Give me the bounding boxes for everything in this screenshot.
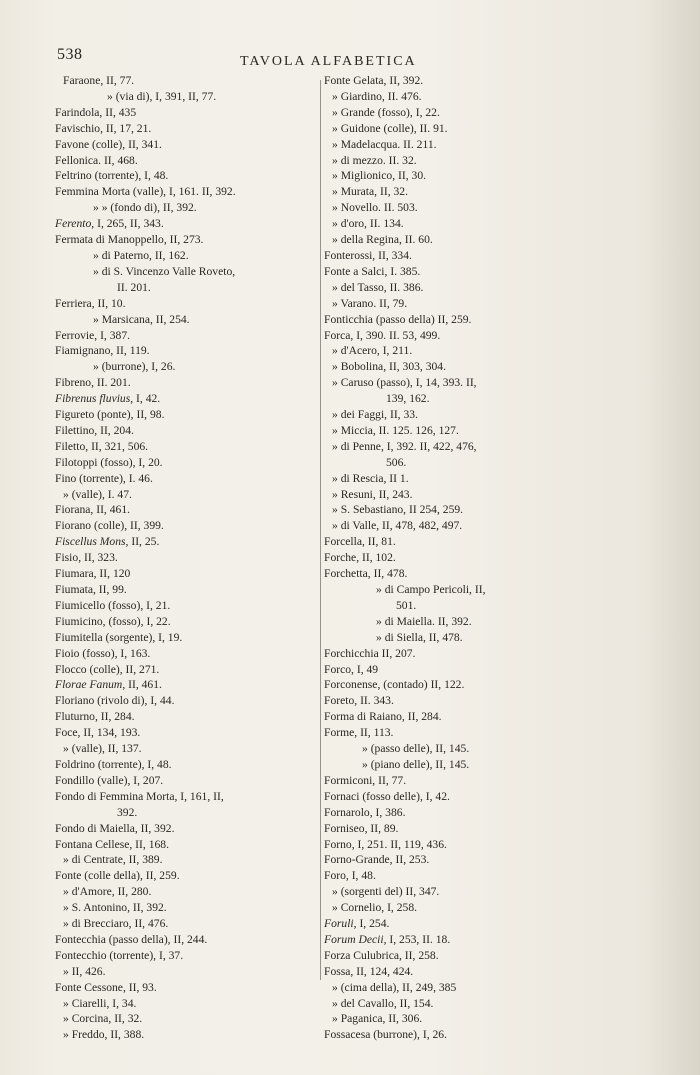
index-entry: » di S. Vincenzo Valle Roveto,: [93, 264, 236, 278]
index-entry: Forchetta, II, 478.: [324, 567, 408, 581]
index-entry: » di Rescia, II 1.: [332, 471, 409, 485]
index-entry: Fiumicello (fosso), I, 21.: [55, 598, 171, 612]
index-entry: » II, 426.: [63, 964, 106, 978]
index-entry: Fornaci (fosso delle), I, 42.: [324, 789, 450, 803]
index-entry: » d'Amore, II, 280.: [63, 885, 152, 899]
index-entry: II. 201.: [117, 280, 151, 294]
index-entry: Fontecchia (passo della), II, 244.: [55, 932, 208, 946]
index-entry: Filotoppi (fosso), I, 20.: [55, 455, 163, 469]
index-entry: Forma di Raiano, II, 284.: [324, 710, 442, 724]
index-entry: Fontana Cellese, II, 168.: [55, 837, 169, 851]
index-entry: Farindola, II, 435: [55, 105, 137, 119]
index-entry: Forniseo, II, 89.: [324, 821, 399, 835]
index-entry: 506.: [386, 455, 407, 469]
index-entry: » della Regina, II. 60.: [332, 233, 433, 247]
index-entry: Floriano (rivolo di), I, 44.: [55, 694, 175, 708]
index-entry: Ferrovie, I, 387.: [55, 328, 131, 342]
index-entry: Fiorana, II, 461.: [55, 503, 131, 517]
index-entry: » (valle), II, 137.: [63, 742, 142, 756]
index-entry: Formiconi, II, 77.: [324, 773, 407, 787]
index-entry: » di Brecciaro, II, 476.: [63, 917, 169, 931]
index-entry: 501.: [396, 598, 417, 612]
index-entry: Forno-Grande, II, 253.: [324, 853, 430, 867]
index-entry: » Grande (fosso), I, 22.: [332, 105, 440, 119]
index-entry: » del Cavallo, II, 154.: [332, 996, 434, 1010]
page-number: 538: [57, 46, 83, 63]
index-entry: Forchicchia II, 207.: [324, 646, 416, 660]
index-entry: » Resuni, II, 243.: [332, 487, 413, 501]
index-entry: Favone (colle), II, 341.: [55, 137, 162, 151]
index-entry: Fioio (fosso), I, 163.: [55, 646, 151, 660]
index-entry: Fornarolo, I, 386.: [324, 805, 406, 819]
index-entry: » di Campo Pericoli, II,: [376, 583, 486, 596]
index-entry: Forum Decii, I, 253, II. 18.: [324, 932, 451, 946]
index-entry: Fiumara, II, 120: [55, 567, 131, 581]
index-entry: 139, 162.: [386, 392, 430, 406]
index-entry: Fonticchia (passo della) II, 259.: [324, 312, 472, 326]
column-divider: [320, 80, 321, 980]
index-entry: Fondo di Femmina Morta, I, 161, II,: [55, 789, 224, 803]
index-entry: Foldrino (torrente), I, 48.: [55, 757, 172, 771]
index-entry: » (burrone), I, 26.: [93, 360, 176, 374]
index-entry: » Giardino, II. 476.: [332, 89, 422, 103]
index-entry: Filetto, II, 321, 506.: [55, 439, 149, 453]
index-entry: » d'oro, II. 134.: [332, 217, 404, 231]
index-entry: » Novello. II. 503.: [332, 201, 418, 215]
index-entry: Fibrenus fluvius, I, 42.: [55, 392, 161, 406]
index-entry: » di Valle, II, 478, 482, 497.: [332, 519, 463, 533]
index-entry: » Ciarelli, I, 34.: [63, 996, 137, 1010]
index-entry: Forche, II, 102.: [324, 551, 396, 565]
index-entry: Faraone, II, 77.: [63, 74, 135, 87]
index-entry: Foro, I, 48.: [324, 869, 376, 883]
index-entry: Fossa, II, 124, 424.: [324, 964, 414, 978]
index-entry: » Miglionico, II, 30.: [332, 169, 427, 183]
index-entry: Fonte (colle della), II, 259.: [55, 869, 180, 883]
index-entry: » Varano. II, 79.: [332, 296, 408, 310]
index-entry: Fonte a Salci, I. 385.: [324, 264, 421, 278]
index-entry: » (sorgenti del) II, 347.: [332, 885, 440, 899]
index-entry: » d'Acero, I, 211.: [332, 344, 413, 358]
index-entry: » Caruso (passo), I, 14, 393. II,: [332, 376, 477, 390]
index-entry: Fiumata, II, 99.: [55, 583, 127, 596]
index-entry: Fino (torrente), I. 46.: [55, 471, 153, 485]
page-title: TAVOLA ALFABETICA: [240, 54, 417, 69]
index-entry: Forconense, (contado) II, 122.: [324, 678, 465, 692]
index-entry: Fisio, II, 323.: [55, 551, 118, 565]
index-entry: Fonte Gelata, II, 392.: [324, 74, 424, 87]
index-entry: Favischio, II, 17, 21.: [55, 121, 152, 135]
index-entry: Flocco (colle), II, 271.: [55, 662, 160, 676]
right-index-column: [324, 73, 604, 1043]
index-entry: Forcella, II, 81.: [324, 535, 396, 549]
index-entry: » » (fondo di), II, 392.: [93, 201, 197, 215]
index-entry: Fiumicino, (fosso), I, 22.: [55, 614, 171, 628]
index-entry: Fluturno, II, 284.: [55, 710, 135, 724]
index-entry: Forza Culubrica, II, 258.: [324, 948, 439, 962]
index-entry: Fondo di Maiella, II, 392.: [55, 821, 175, 835]
index-entry: » Murata, II, 32.: [332, 185, 408, 199]
index-entry: » Guidone (colle), II. 91.: [332, 121, 448, 135]
index-entry: Forno, I, 251. II, 119, 436.: [324, 837, 447, 851]
index-entry: » di mezzo. II. 32.: [332, 153, 417, 167]
index-entry: Feltrino (torrente), I, 48.: [55, 169, 169, 183]
index-entry: » (valle), I. 47.: [63, 487, 132, 501]
index-entry: » S. Sebastiano, II 254, 259.: [332, 503, 464, 517]
index-entry: » di Paterno, II, 162.: [93, 248, 189, 262]
index-entry: » Corcina, II, 32.: [63, 1012, 143, 1026]
index-entry: » di Maiella. II, 392.: [376, 614, 472, 628]
index-entry: Fontecchio (torrente), I, 37.: [55, 948, 184, 962]
index-entry: 392.: [117, 805, 138, 819]
index-entry: Filettino, II, 204.: [55, 423, 134, 437]
index-entry: Fiorano (colle), II, 399.: [55, 519, 164, 533]
index-entry: » di Siella, II, 478.: [376, 630, 463, 644]
index-entry: Figureto (ponte), II, 98.: [55, 408, 165, 422]
index-entry: » Bobolina, II, 303, 304.: [332, 360, 446, 374]
index-entry: » del Tasso, II. 386.: [332, 280, 424, 294]
index-entry: Fellonica. II, 468.: [55, 153, 138, 167]
index-entry: Foruli, I, 254.: [324, 917, 390, 931]
index-entry: » S. Antonino, II, 392.: [63, 901, 167, 915]
index-entry: Ferriera, II, 10.: [55, 296, 126, 310]
index-entry: Florae Fanum, II, 461.: [55, 678, 162, 692]
index-entry: Fiumitella (sorgente), I, 19.: [55, 630, 183, 644]
index-entry: » Marsicana, II, 254.: [93, 312, 190, 326]
index-entry: Fonte Cessone, II, 93.: [55, 980, 157, 994]
left-index-column: [55, 73, 320, 1043]
index-entry: » di Centrate, II, 389.: [63, 853, 163, 867]
index-entry: Foce, II, 134, 193.: [55, 726, 141, 740]
index-entry: » (passo delle), II, 145.: [362, 742, 470, 756]
index-entry: Ferento, I, 265, II, 343.: [55, 217, 164, 231]
index-entry: Femmina Morta (valle), I, 161. II, 392.: [55, 185, 236, 199]
index-entry: » Freddo, II, 388.: [63, 1028, 145, 1042]
index-entry: Forco, I, 49: [324, 662, 379, 676]
index-entry: Fiscellus Mons, II, 25.: [55, 535, 160, 549]
index-entry: Fossacesa (burrone), I, 26.: [324, 1028, 447, 1042]
index-entry: Fonterossi, II, 334.: [324, 248, 412, 262]
index-entry: Forca, I, 390. II. 53, 499.: [324, 328, 441, 342]
index-entry: Fiamignano, II, 119.: [55, 344, 150, 358]
index-entry: Foreto, II. 343.: [324, 694, 394, 708]
index-entry: » dei Faggi, II, 33.: [332, 408, 418, 422]
index-entry: » Paganica, II, 306.: [332, 1012, 423, 1026]
index-entry: Fibreno, II. 201.: [55, 376, 131, 390]
index-entry: Forme, II, 113.: [324, 726, 394, 740]
index-entry: Fermata di Manoppello, II, 273.: [55, 233, 204, 247]
index-entry: » di Penne, I, 392. II, 422, 476,: [332, 439, 477, 453]
index-entry: » Miccia, II. 125. 126, 127.: [332, 423, 459, 437]
index-entry: » (via di), I, 391, II, 77.: [107, 89, 217, 103]
index-entry: » (cima della), II, 249, 385: [332, 980, 457, 994]
index-entry: » Cornelio, I, 258.: [332, 901, 418, 915]
index-entry: » Madelacqua. II. 211.: [332, 137, 437, 151]
index-entry: » (piano delle), II, 145.: [362, 757, 470, 771]
index-entry: Fondillo (valle), I, 207.: [55, 773, 164, 787]
